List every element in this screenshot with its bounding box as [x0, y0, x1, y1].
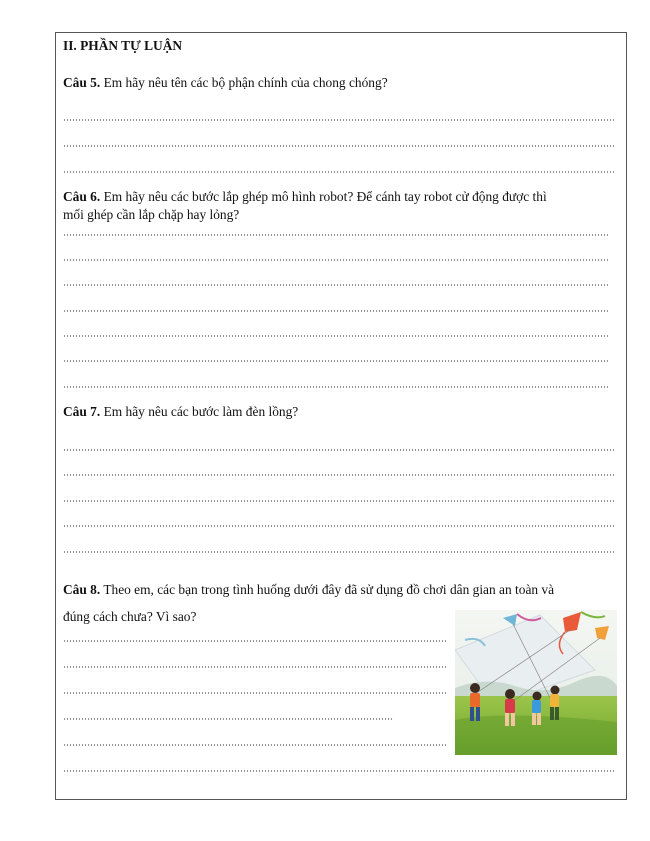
question-6-label: Câu 6. [63, 189, 101, 204]
answer-line[interactable] [63, 718, 394, 720]
answer-line[interactable] [63, 386, 609, 388]
answer-line[interactable] [63, 335, 609, 337]
answer-line[interactable] [63, 360, 609, 362]
answer-line[interactable] [63, 119, 616, 121]
answer-line[interactable] [63, 449, 616, 451]
question-8-text-line2: đúng cách chưa? Vì sao? [63, 609, 197, 624]
answer-line[interactable] [63, 500, 616, 502]
answer-line[interactable] [63, 284, 609, 286]
answer-line[interactable] [63, 234, 609, 236]
answer-line[interactable] [63, 145, 616, 147]
answer-line[interactable] [63, 171, 616, 173]
question-6-text-line2: mối ghép cần lắp chặp hay lỏng? [63, 207, 240, 222]
answer-line[interactable] [63, 551, 616, 553]
answer-line[interactable] [63, 525, 616, 527]
question-7-label: Câu 7. [63, 404, 101, 419]
question-8-text-line1: Theo em, các bạn trong tình huống dưới đây đã sử dụng đồ chơi dân gian an toàn và [100, 582, 555, 597]
question-7-text: Em hãy nêu các bước làm đèn lồng? [100, 404, 299, 419]
question-5-text: Em hãy nêu tên các bộ phận chính của chong chóng? [100, 75, 388, 90]
answer-line[interactable] [63, 744, 448, 746]
section-title: II. PHẦN TỰ LUẬN [63, 38, 183, 53]
question-8 [63, 582, 554, 598]
answer-line[interactable] [63, 666, 448, 668]
answer-line[interactable] [63, 692, 448, 694]
question-6-text-line1: Em hãy nêu các bước lắp ghép mô hình robot? Để cánh tay robot cử động được thì [100, 189, 547, 204]
answer-line[interactable] [63, 640, 448, 642]
answer-line[interactable] [63, 310, 609, 312]
question-5 [63, 75, 388, 91]
question-8-label: Câu 8. [63, 582, 101, 597]
question-5-label: Câu 5. [63, 75, 101, 90]
answer-line[interactable] [63, 259, 609, 261]
question-6 [63, 189, 547, 205]
children-flying-kites-icon [455, 610, 617, 755]
question-7 [63, 404, 298, 420]
answer-line[interactable] [63, 474, 616, 476]
answer-line[interactable] [63, 770, 616, 772]
